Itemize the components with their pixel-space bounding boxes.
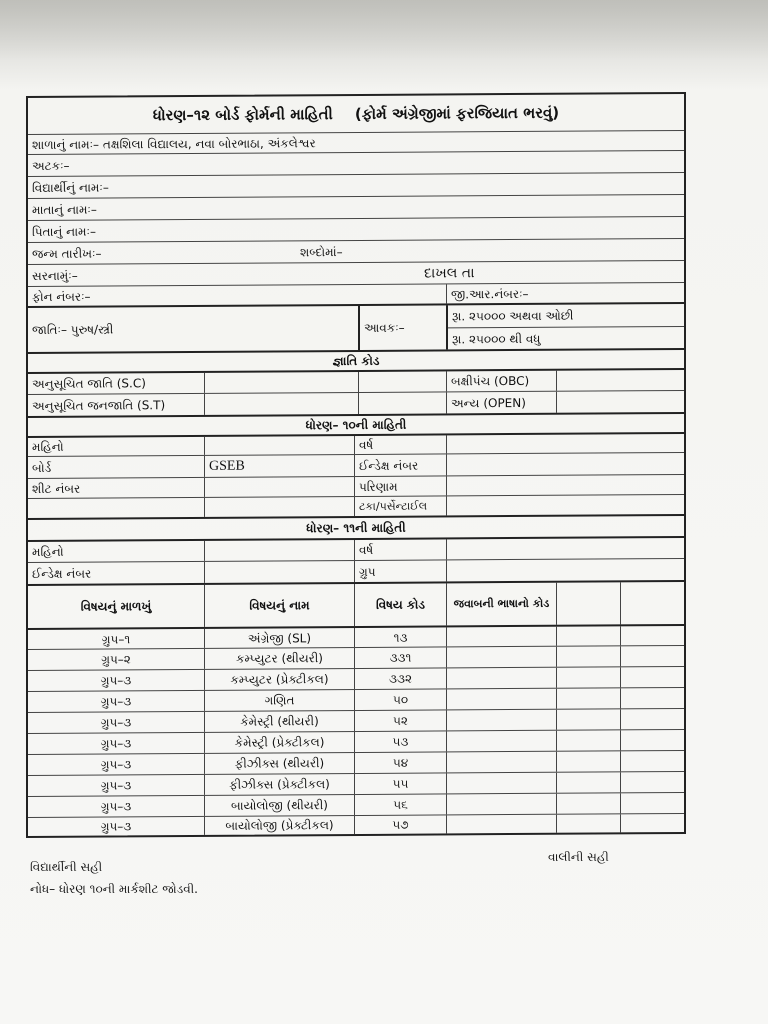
- std10-board-value[interactable]: GSEB: [204, 455, 354, 477]
- subject-extra-2[interactable]: [620, 751, 684, 771]
- std10-sheet-label: શીટ નંબર: [32, 481, 81, 496]
- std10-month-label: મહિનો: [32, 439, 64, 454]
- sc-box[interactable]: [204, 372, 358, 393]
- subject-code: ૫૭: [354, 815, 446, 834]
- subject-extra-2[interactable]: [620, 709, 684, 729]
- std10-result-label: પરિણામ: [354, 476, 446, 496]
- footer-note: નોધ– ધોરણ ૧૦ની માર્કશીટ જોડવી.: [30, 882, 198, 896]
- subject-code: ૫૩: [354, 731, 446, 752]
- subject-extra-1[interactable]: [556, 751, 620, 771]
- form-title: ધોરણ–૧૨ બોર્ડ ફોર્મની માહિતી: [152, 104, 333, 124]
- subject-language-code[interactable]: [446, 689, 556, 710]
- std11-heading: ધોરણ– ૧૧ની માહિતી: [306, 520, 406, 536]
- subject-extra-2[interactable]: [620, 730, 684, 750]
- std11-year-value[interactable]: [446, 538, 684, 559]
- subject-extra-2[interactable]: [620, 688, 684, 708]
- subject-language-code[interactable]: [446, 773, 556, 794]
- subject-code: ૩૩૨: [354, 668, 446, 689]
- father-name-field[interactable]: પિતાનું નામઃ–: [32, 224, 96, 239]
- school-field[interactable]: શાળાનું નામઃ– તક્ષશિલા વિદ્યાલય, નવા બોરભાઠા, અંકલેશ્વર: [32, 135, 316, 152]
- title-row: [28, 94, 684, 134]
- subject-group: ગ્રુપ–૩: [100, 715, 132, 730]
- subject-language-code[interactable]: [446, 794, 556, 815]
- std11-month-value[interactable]: [204, 540, 354, 561]
- subject-group: ગ્રુપ–૩: [100, 819, 132, 834]
- surname-field[interactable]: અટકઃ–: [32, 158, 70, 173]
- gender-income-row: [28, 302, 684, 352]
- obc-label: બક્ષીપંચ (OBC): [446, 371, 556, 392]
- subject-code: ૫૨: [354, 710, 446, 731]
- subject-name: ફીઝીક્સ (પ્રેક્ટીકલ): [204, 774, 354, 795]
- subject-code: ૫૫: [354, 773, 446, 794]
- std11-year-label: વર્ષ: [354, 539, 446, 560]
- subject-code: ૫૬: [354, 794, 446, 815]
- address-field[interactable]: સરનામુંઃ–: [32, 268, 78, 283]
- subject-extra-1[interactable]: [556, 626, 620, 645]
- phone-field[interactable]: ફોન નંબરઃ–: [32, 289, 91, 304]
- subjects-header-blank-1: [556, 582, 620, 624]
- subject-extra-1[interactable]: [556, 646, 620, 666]
- student-signature-label: વિદ્યાર્થીની સહી: [30, 860, 103, 874]
- caste-heading: જ્ઞાતિ કોડ: [332, 353, 380, 369]
- subject-code: ૩૩૧: [354, 647, 446, 668]
- subject-extra-1[interactable]: [556, 688, 620, 708]
- subject-extra-2[interactable]: [620, 793, 684, 813]
- subject-group: ગ્રુપ–૩: [100, 757, 132, 772]
- subject-group: ગ્રુપ–૨: [101, 652, 131, 667]
- subjects-header-row: [28, 580, 684, 628]
- sc-label: અનુસૂચિત જાતિ (S.C): [32, 376, 146, 391]
- subject-code: ૫૦: [354, 689, 446, 710]
- std10-sheet-value[interactable]: [204, 477, 354, 497]
- form-note: (ફોર્મ અંગ્રેજીમાં ફરજિયાત ભરવું): [354, 103, 560, 123]
- std11-group-label: ગ્રુપ: [354, 560, 446, 582]
- subject-extra-1[interactable]: [556, 814, 620, 832]
- subject-name: બાયોલોજી (પ્રેક્ટીકલ): [204, 816, 354, 835]
- std10-board-label: બોર્ડ: [32, 460, 52, 475]
- parent-signature-label: વાલીની સહી: [548, 850, 609, 864]
- subject-extra-2[interactable]: [620, 626, 684, 645]
- income-options: [446, 304, 684, 349]
- std11-month-label: મહિનો: [32, 544, 64, 559]
- subject-row: [28, 813, 684, 836]
- subject-language-code[interactable]: [446, 752, 556, 773]
- open-label: અન્ય (OPEN): [446, 392, 556, 414]
- subject-group: ગ્રુપ–૩: [100, 694, 132, 709]
- subjects-header-language: જવાબની ભાષાનો કોડ: [446, 583, 556, 626]
- std10-index-value[interactable]: [446, 453, 684, 475]
- subject-extra-1[interactable]: [556, 793, 620, 813]
- std11-index-label: ઈન્ડેક્ષ નંબર: [32, 566, 92, 581]
- subject-extra-2[interactable]: [620, 646, 684, 666]
- std10-year-label: વર્ષ: [354, 435, 446, 454]
- subject-code: ૫૪: [354, 752, 446, 773]
- std10-result-value[interactable]: [446, 475, 684, 495]
- caste-gap: [358, 371, 446, 392]
- subject-group: ગ્રુપ–૩: [100, 673, 132, 688]
- subjects-header-blank-2: [620, 582, 684, 624]
- subjects-header-structure: વિષયનું માળખું: [80, 599, 152, 614]
- open-box[interactable]: [556, 391, 684, 413]
- admission-date-field[interactable]: દાખલ તા: [424, 264, 475, 282]
- subjects-header-name: વિષયનું નામ: [204, 584, 354, 627]
- subject-extra-2[interactable]: [620, 772, 684, 792]
- std10-percent-value[interactable]: [446, 495, 684, 515]
- std10-percent-label: ટકા/પર્સેન્ટાઈલ: [354, 496, 446, 516]
- subject-language-code[interactable]: [446, 668, 556, 689]
- income-option-low[interactable]: રૂા. ૨૫૦૦૦ અથવા ઓછી: [452, 308, 574, 324]
- subject-extra-1[interactable]: [556, 730, 620, 750]
- subject-name: કમ્પ્યુટર (થીયરી): [204, 648, 354, 669]
- subjects-header-code: વિષય કોડ: [354, 583, 446, 626]
- subject-language-code[interactable]: [446, 815, 556, 834]
- std10-month-value[interactable]: [204, 436, 354, 455]
- paper-fold-shadow: [0, 0, 768, 90]
- std10-index-label: ઈન્ડેક્ષ નંબર: [354, 454, 446, 476]
- caste-gap-2: [358, 392, 446, 414]
- std10-year-value[interactable]: [446, 434, 684, 453]
- subject-language-code[interactable]: [446, 710, 556, 731]
- subject-name: અંગ્રેજી (SL): [204, 628, 354, 648]
- income-option-high[interactable]: રૂા. ૨૫૦૦૦ થી વધુ: [448, 326, 684, 349]
- subject-language-code[interactable]: [446, 647, 556, 668]
- subject-name: ગણિત: [204, 690, 354, 711]
- subject-name: કેમેસ્ટ્રી (પ્રેક્ટીકલ): [204, 732, 354, 753]
- dob-field[interactable]: જન્મ તારીખઃ–: [32, 246, 102, 261]
- subject-code: ૧૩: [354, 627, 446, 647]
- std10-blank-2: [204, 497, 354, 517]
- subject-extra-2[interactable]: [620, 814, 684, 832]
- subject-group: ગ્રુપ–૩: [100, 736, 132, 751]
- mother-name-field[interactable]: માતાનું નામઃ–: [32, 202, 97, 217]
- std10-heading: ધોરણ– ૧૦ની માહિતી: [305, 417, 407, 433]
- subject-language-code[interactable]: [446, 731, 556, 752]
- subject-language-code[interactable]: [446, 627, 556, 647]
- board-form: [26, 92, 686, 838]
- subject-name: ફીઝીક્સ (થીયરી): [204, 753, 354, 774]
- subject-group: ગ્રુપ–૧: [101, 631, 131, 647]
- gender-field[interactable]: જાતિઃ– પુરુષ/સ્ત્રી: [32, 322, 114, 337]
- income-label: આવકઃ–: [358, 305, 446, 350]
- subject-name: બાયોલોજી (થીયરી): [204, 795, 354, 816]
- st-box[interactable]: [204, 393, 358, 415]
- subject-extra-1[interactable]: [556, 667, 620, 687]
- subject-name: કેમેસ્ટ્રી (થીયરી): [204, 711, 354, 732]
- obc-box[interactable]: [556, 370, 684, 391]
- subject-name: કમ્પ્યુટર (પ્રેક્ટીકલ): [204, 669, 354, 690]
- std10-blank: [28, 498, 204, 518]
- subject-group: ગ્રુપ–૩: [100, 799, 132, 814]
- subject-group: ગ્રુપ–૩: [100, 778, 132, 793]
- std11-group-value[interactable]: [446, 559, 684, 581]
- std11-index-value[interactable]: [204, 561, 354, 583]
- gr-no-field[interactable]: જી.આર.નંબરઃ–: [446, 283, 684, 303]
- subject-extra-2[interactable]: [620, 667, 684, 687]
- st-label: અનુસૂચિત જનજાતિ (S.T): [32, 397, 166, 413]
- dob-words-field[interactable]: શબ્દોમાં–: [300, 244, 343, 259]
- subject-extra-1[interactable]: [556, 772, 620, 792]
- student-name-field[interactable]: વિદ્યાર્થીનું નામઃ–: [32, 179, 109, 195]
- subject-extra-1[interactable]: [556, 709, 620, 729]
